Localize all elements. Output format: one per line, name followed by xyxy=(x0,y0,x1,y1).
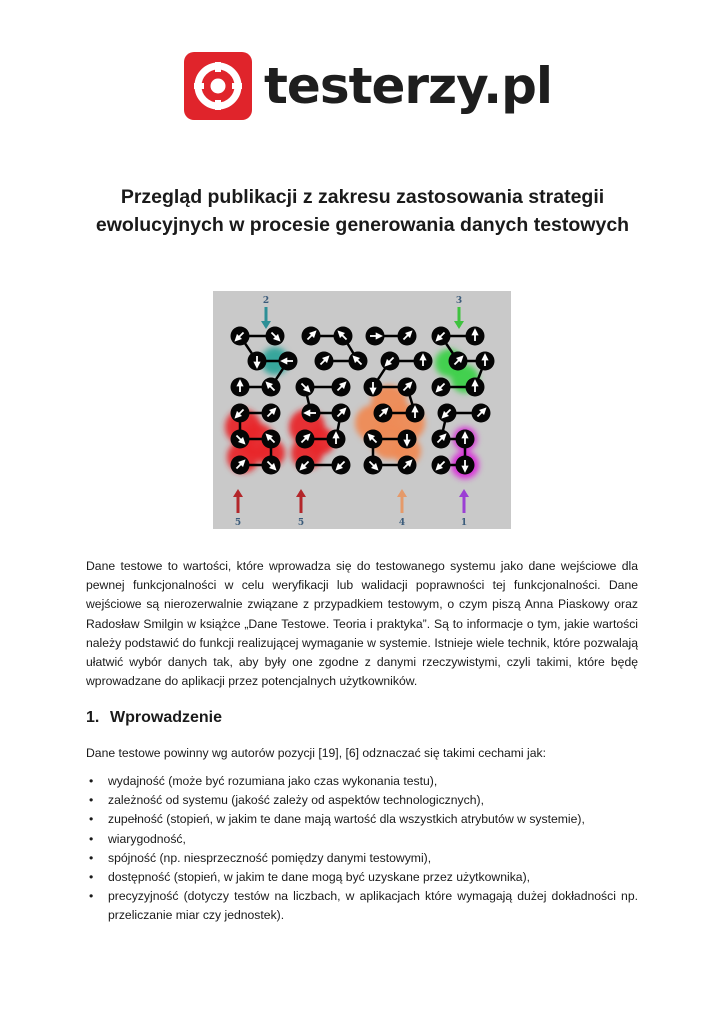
figure-label-4: 4 xyxy=(398,518,406,528)
figure-label-1: 1 xyxy=(460,518,468,528)
list-item: • wydajność (może być rozumiana jako czas wykonania testu), xyxy=(86,772,638,791)
list-item: • precyzyjność (dotyczy testów na liczbach, w aplikacjach które wymagają dużej dokładności np. przeliczanie miar czy jednostek). xyxy=(86,887,638,925)
intro-paragraph: Dane testowe to wartości, które wprowadza się do testowanego systemu jako dane wejściowe dla pewnej funkcjonalności w celu weryfikacji lub walidacji poprawności tej funkcjonalności. Dane wejściowe są nierozerwalnie związane z przypadkiem testowym, o czym piszą Anna Piaskowy oraz Radosław Smilgin w książce „Dane Testowe. Teoria i praktyka”. Są to informacje o tym, jakie wartości należy podstawić do funkcji realizującej wymaganie w systemie. Istnieje wiele technik, które pozwalają ułatwić wybór danych tak, aby były one zgodne z danymi rzeczywistymi, czyli takimi, które będę wprowadzane do aplikacji przez potencjalnych użytkowników. xyxy=(86,559,638,689)
figure-label-2: 2 xyxy=(262,296,270,306)
logo-text: testerzy.pl xyxy=(264,57,553,115)
evolution-grid-figure xyxy=(213,291,511,529)
section-lead: Dane testowe powinny wg autorów pozycji [19], [6] odznaczać się takimi cechami jak: xyxy=(86,746,546,760)
figure-label-5b: 5 xyxy=(297,518,305,528)
site-logo[interactable] xyxy=(184,52,552,120)
list-item: • wiarygodność, xyxy=(86,830,638,849)
title-line-1: Przegląd publikacji z zakresu zastosowania strategii xyxy=(120,186,605,208)
figure-label-3: 3 xyxy=(455,296,463,306)
list-item: • zupełność (stopień, w jakim te dane mają wartość dla wszystkich atrybutów w systemie), xyxy=(86,810,638,829)
list-item: • zależność od systemu (jakość zależy od aspektów technologicznych), xyxy=(86,791,638,810)
document-title xyxy=(60,183,665,239)
figure-label-5a: 5 xyxy=(234,518,242,528)
list-item: • dostępność (stopień, w jakim te dane mogą być uzyskane przez użytkownika), xyxy=(86,868,638,887)
section-number: 1. xyxy=(86,709,100,726)
section-heading xyxy=(86,709,222,727)
target-icon xyxy=(184,52,252,120)
title-line-2: ewolucyjnych w procesie generowania danych testowych xyxy=(95,214,630,236)
feature-list xyxy=(86,772,638,926)
section-title: Wprowadzenie xyxy=(110,709,223,726)
list-item: • spójność (np. niesprzeczność pomiędzy danymi testowymi), xyxy=(86,849,638,868)
